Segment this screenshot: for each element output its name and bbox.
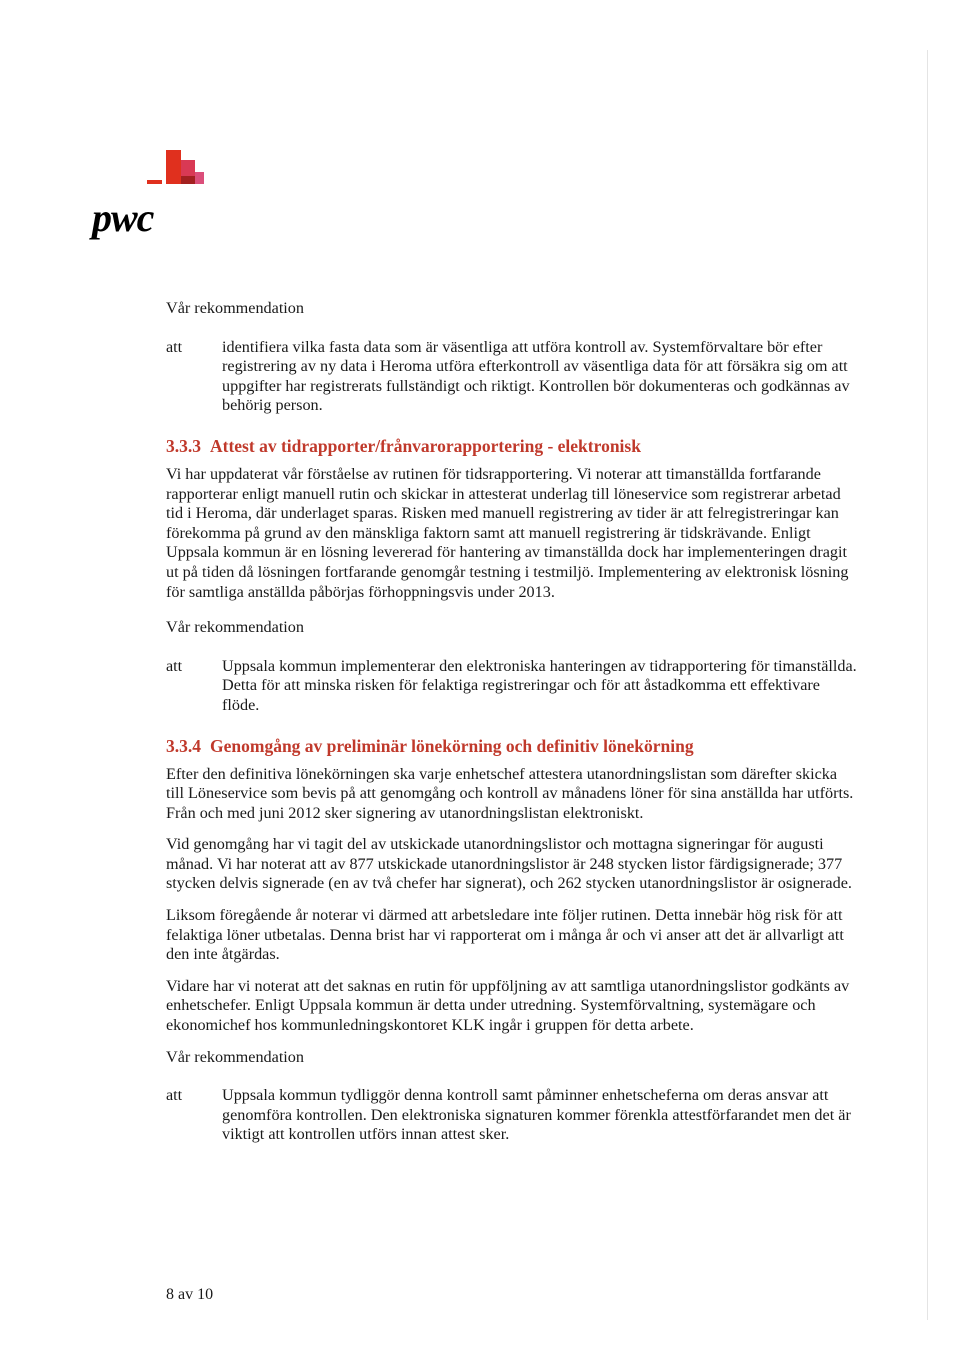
section-334-paragraph-2: Vid genomgång har vi tagit del av utskickade utanordningslistor och mottagna signeringar för augusti månad. Vi har noterat att av 877 utskickade utanordningslistor är 248 stycken listor färdigsignerade; 377 stycken delvis signerade (en av två chefer har signerat), och 262 stycken utanordningslistor är osignerade. xyxy=(166,835,852,893)
page-number: 8 av 10 xyxy=(166,1286,214,1303)
recommendation-label: Vår rekommendation xyxy=(166,299,304,317)
section-number: 3.3.4 xyxy=(166,735,201,756)
section-number: 3.3.3 xyxy=(166,435,201,456)
logo-block-orange xyxy=(166,150,181,184)
section-333-paragraph: Vi har uppdaterat vår förståelse av rutinen för tidsrapportering. Vi noterar att timanställda fortfarande rapporterar enligt manuell rutin och skickar in attesterat underlag till löneservice som registrerar arbetad tid i Heroma, där underlaget sparas. Risken med manuell registrering av tider är att felregistreringar kan förekomma på grund av den mänskliga faktorn samt att manuell registrering är tidskrävande. Enligt Uppsala kommun är en lösning levererad för hantering av timanställda dock har implementeringen dragit ut på tiden då lösningen fortfarande genomgår testning i testmiljö. Implementering av elektronisk lösning för samtliga anställda påbörjas förhoppningsvis under 2013. xyxy=(166,464,849,601)
recommendation-1 xyxy=(166,338,858,416)
recommendation-3 xyxy=(166,1086,858,1145)
section-334-paragraph-3: Liksom föregående år noterar vi därmed att arbetsledare inte följer rutinen. Detta innebär hög risk för att felaktiga löner utbetalas. Denna brist har vi rapporterat om i många år och vi anser att det är allvarligt att den inte åtgärdas. xyxy=(166,906,844,964)
pwc-logo xyxy=(92,150,232,240)
section-334-paragraph-4: Vidare har vi noterat att det saknas en rutin för uppföljning av att samtliga utanordningslistor godkänts av enhetschefer. Enligt Uppsala kommun är detta under utredning. Systemförvaltning, systemägare och ekonomichef hos kommunledningskontoret KLK ingår i gruppen för detta arbete. xyxy=(166,976,850,1035)
section-heading-333 xyxy=(166,435,858,457)
recommendation-text: identifiera vilka fasta data som är väsentliga att utföra kontroll av. Systemförvaltare bör efter registrering av ny data i Heroma utföra efterkontroll av väsentliga data för att försäkra sig om att uppgifter har registrerats fullständigt och riktigt. Kontrollen bör dokumenteras och godkännas av behörig person. xyxy=(222,337,850,415)
document-body xyxy=(166,299,858,1145)
recommendation-text: Uppsala kommun tydliggör denna kontroll samt påminner enhetscheferna om deras ansvar att genomföra kontrollen. Den elektroniska signaturen kommer förenkla attestförfarandet men det är viktigt att kontrollen utförs innan attest sker. xyxy=(222,1086,851,1144)
pwc-logo-wordmark: pwc xyxy=(92,195,154,240)
section-heading-334 xyxy=(166,735,858,757)
section-334-paragraph-1: Efter den definitiva lönekörningen ska varje enhetschef attestera utanordningslistan som därefter skicka till Löneservice som bevis på att genomgång och kontroll av månadens löner för sina anställda har utförts. Från och med juni 2012 sker signering av utanordningslistan elektroniskt. xyxy=(166,764,854,822)
recommendation-label: Vår rekommendation xyxy=(166,1047,304,1066)
recommendation-lead: att xyxy=(166,656,183,675)
section-title: Genomgång av preliminär lönekörning och definitiv lönekörning xyxy=(210,735,694,756)
section-title: Attest av tidrapporter/frånvarorapportering - elektronisk xyxy=(210,435,641,456)
recommendation-2 xyxy=(166,657,858,716)
logo-block-pink xyxy=(195,172,204,184)
recommendation-lead: att xyxy=(166,1086,183,1105)
recommendation-lead: att xyxy=(166,337,183,356)
recommendation-text: Uppsala kommun implementerar den elektroniska hanteringen av tidrapportering för timanställda. Detta för att minska risken för felaktiga registreringar och för att åstadkomma ett effektivare flöde. xyxy=(222,656,857,714)
pwc-logo-mark-icon xyxy=(92,150,212,194)
page-edge-line xyxy=(927,50,928,1320)
logo-block-maroon xyxy=(181,176,195,184)
logo-bar-orange xyxy=(147,180,162,184)
recommendation-label: Vår rekommendation xyxy=(166,618,304,637)
